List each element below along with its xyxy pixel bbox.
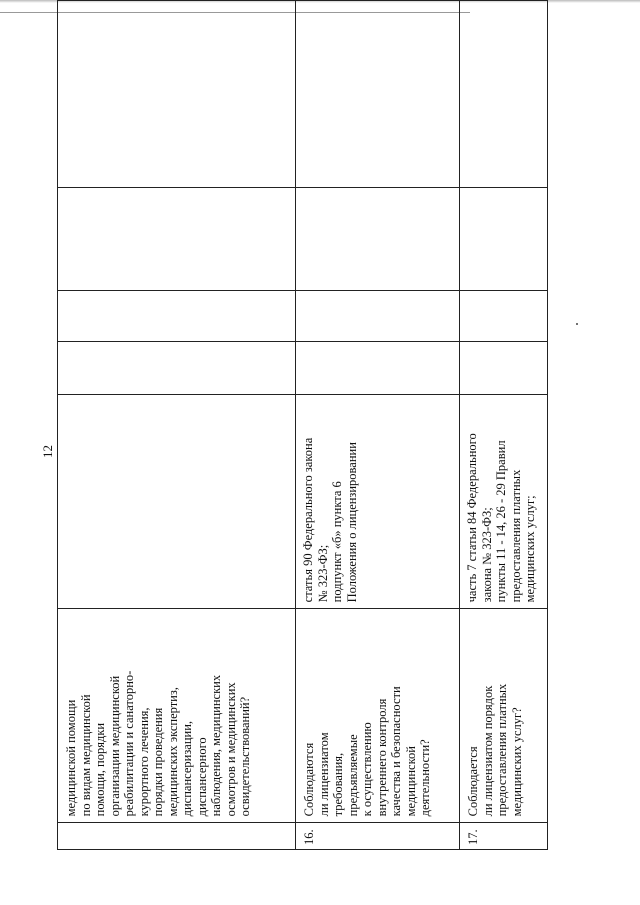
table-row [58,1,296,850]
reference-cell: статья 90 Федерального закона № 323-ФЗ; подпункт «б» пункта 6 Положения о лицензировании [296,394,460,608]
reference-cell: часть 7 статьи 84 Федерального закона № 323-ФЗ; пункты 11 - 14, 26 - 29 Правил предоставления платных медицинских услуг; [460,394,548,608]
not-applicable-cell [58,187,296,290]
question-cell: медицинской помощи по видам медицинской помощи, порядки организации медицинской реабилитации и санаторно- курортного лечения, порядки проведения медицинских экспертиз, диспансеризации, диспансерного наблюдения, медицинских осмотров и медицинских освидетельствований? [58,609,296,823]
notes-cell [296,1,460,188]
table-row [460,1,548,850]
notes-cell [58,1,296,188]
answer-no-cell [58,291,296,341]
row-number: 17. [460,823,548,850]
not-applicable-cell [296,187,460,290]
answer-yes-cell [460,341,548,394]
row-number: 16. [296,823,460,850]
question-cell: Соблюдаются ли лицензиатом требования, предъявляемые к осуществлению внутреннего контроля качества и безопасности медицинской деятельности? [296,609,460,823]
answer-yes-cell [58,341,296,394]
checklist-table [57,0,548,850]
answer-no-cell [296,291,460,341]
page-number: 12 [40,445,55,458]
reference-cell [58,394,296,608]
table-row [296,1,460,850]
question-cell: Соблюдается ли лицензиатом порядок предоставления платных медицинских услуг? [460,609,548,823]
answer-yes-cell [296,341,460,394]
answer-no-cell [460,291,548,341]
row-number [58,823,296,850]
not-applicable-cell [460,187,548,290]
notes-cell [460,1,548,188]
